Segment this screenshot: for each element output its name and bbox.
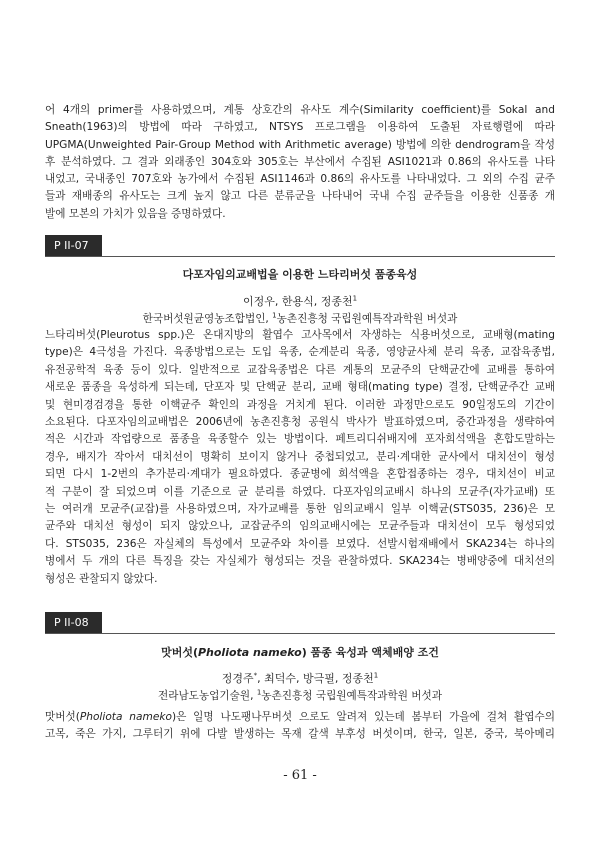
author-superscript: *	[253, 671, 258, 680]
text-line: 고목, 죽은 가지, 그루터기 위에 다발 발생하는 목재 갈색 부후성 버섯이며, 한국, 일본, 중국, 북아메리	[45, 728, 555, 741]
text-line: 경우, 배지가 작아서 대치선이 명확히 보이지 않거나 중첩되었고, 분리·계대한 균사에서 대치선이 형성	[45, 450, 555, 463]
abstract-body	[45, 709, 555, 744]
section-badge: P II-07	[45, 235, 102, 256]
body-italic: Pholiota nameko	[79, 711, 172, 723]
text-line: 적 구분이 잘 되었으며 이를 기준으로 균 분리를 하였다. 다포자임의교배시 하나의 모균주(자가교배) 또	[45, 485, 555, 498]
abstract-title: 다포자임의교배법을 이용한 느타리버섯 품종육성	[182, 268, 418, 281]
text-line: 발에 모본의 가치가 있음을 증명하였다.	[45, 207, 226, 220]
author-superscript: 1	[373, 671, 379, 680]
body-text: )은 일명 나도팽나무버섯 으로도 알려져 있는데 봄부터 가을에 걸쳐 활엽수의	[171, 711, 555, 723]
title-text: ) 품종 육성과 액체배양 조건	[301, 646, 439, 659]
text-line: 적은 시간과 작업량으로 품종을 육종할수 있는 방법이다. 페트리디쉬배지에 포자희석액을 혼합도말하는	[45, 433, 555, 446]
affiliation-text: 농촌진흥청 국립원예특작과학원 버섯과	[261, 690, 443, 702]
affiliation-text: 농촌진흥청 국립원예특작과학원 버섯과	[276, 313, 458, 325]
text-line: 균주와 대치선 형성이 되지 않았으나, 교잡균주의 임의교배시에는 모균주들과 대치선이 모두 형성되었	[45, 520, 555, 533]
affiliation-text: 한국버섯원균영농조합법인,	[142, 313, 273, 325]
affiliation-superscript: 1	[256, 688, 262, 697]
text-line	[45, 709, 555, 726]
text-line: 형성은 관찰되지 않았다.	[45, 572, 158, 585]
text-line: UPGMA(Unweighted Pair-Group Method with Arithmetic average) 방법에 의한 dendrogram을 작성	[45, 138, 555, 151]
author-superscript: 1	[352, 294, 358, 303]
affiliation	[45, 311, 555, 326]
authors-text: 정경주	[221, 672, 254, 685]
text-line: 다. STS035, 236은 자실체의 특성에서 모균주와 차이를 보였다. 선발시험재배에서 SKA234는 하나의	[45, 537, 555, 550]
affiliation	[45, 688, 555, 703]
text-line: type)은 4극성을 가진다. 육종방법으로는 도입 육종, 순계분리 육종, 영양균사체 분리 육종, 교잡육종법,	[45, 346, 555, 359]
text-line: 병에서 두 개의 다른 특징을 갖는 자실체가 형성되는 것을 관찰하였다. SKA234는 병배양중에 대치선의	[45, 555, 555, 568]
affiliation-text: 전라남도농업기술원,	[157, 690, 257, 702]
section-badge: P II-08	[45, 612, 102, 633]
text-line: 어 4개의 primer를 사용하였으며, 계통 상호간의 유사도 계수(Similarity coefficient)를 Sokal and	[45, 104, 555, 116]
text-line: 내었고, 국내종인 707호와 농가에서 수집된 ASI1146과 0.86의 유사도를 나타내었다. 그 외의 수집 균주	[45, 173, 555, 186]
text-line: 소요된다. 다포자임의교배법은 2006년에 농촌진흥청 공원식 박사가 발표하였으며, 중간과정을 생략하여	[45, 416, 555, 429]
text-line: 들과 재배종의 유사도는 크게 높지 않고 다른 분류군을 나타내어 국내 수집 균주들을 이용한 신품종 개	[45, 190, 555, 203]
text-line: 는 여러개 모균주(교잡)를 사용하였으며, 자가교배를 통한 임의교배시 일부 이핵균(STS035, 236)은 모	[45, 503, 555, 516]
text-line: 되면 다시 1-2번의 추가분리·계대가 필요하였다. 종균병에 희석액을 혼합접종하는 경우, 대치선이 비교	[45, 468, 555, 481]
text-line: Sneath(1963)의 방법에 따라 구하였고, NTSYS 프로그램을 이용하여 도출된 자료행렬에 따라	[45, 121, 555, 134]
section-header-bar	[45, 612, 555, 634]
section-header-bar	[45, 235, 555, 257]
abstract-body	[45, 327, 555, 588]
body-text: 맛버섯(	[45, 711, 80, 723]
affiliation-superscript: 1	[272, 311, 277, 320]
abstract-title	[45, 644, 555, 660]
text-line: 느타리버섯(Pleurotus spp.)은 온대지방의 활엽수 고사목에서 자생하는 식용버섯으로, 교배형(mating	[45, 329, 555, 341]
authors-text: 이정우, 한용식, 정종천	[242, 295, 353, 308]
authors-text: , 최덕수, 방극필, 정종천	[257, 672, 374, 685]
author-list	[45, 670, 555, 686]
title-text: 맛버섯(	[161, 646, 198, 659]
text-line: 유전공학적 육종 등이 있다. 일반적으로 교잡육종법은 다른 계통의 모균주의 단핵균간에 교배를 통하여	[45, 363, 555, 376]
text-line: 및 현미경검경을 통한 이핵균주 확인의 과정을 거치게 된다. 이러한 과정만으로도 90일정도의 기간이	[45, 398, 555, 411]
text-line: 새로운 품종을 육성하게 되는데, 단포자 및 단핵균 분리, 교배 형태(mating type) 결정, 단핵균주간 교배	[45, 381, 555, 394]
title-italic: Pholiota nameko	[197, 646, 302, 659]
text-line: 후 분석하였다. 그 결과 외래종인 304호와 305호는 부산에서 수집된 ASI1021과 0.86의 유사도를 나타	[45, 155, 555, 168]
author-list	[45, 293, 555, 309]
top-paragraph	[45, 102, 555, 223]
page-number: - 61 -	[283, 768, 317, 783]
